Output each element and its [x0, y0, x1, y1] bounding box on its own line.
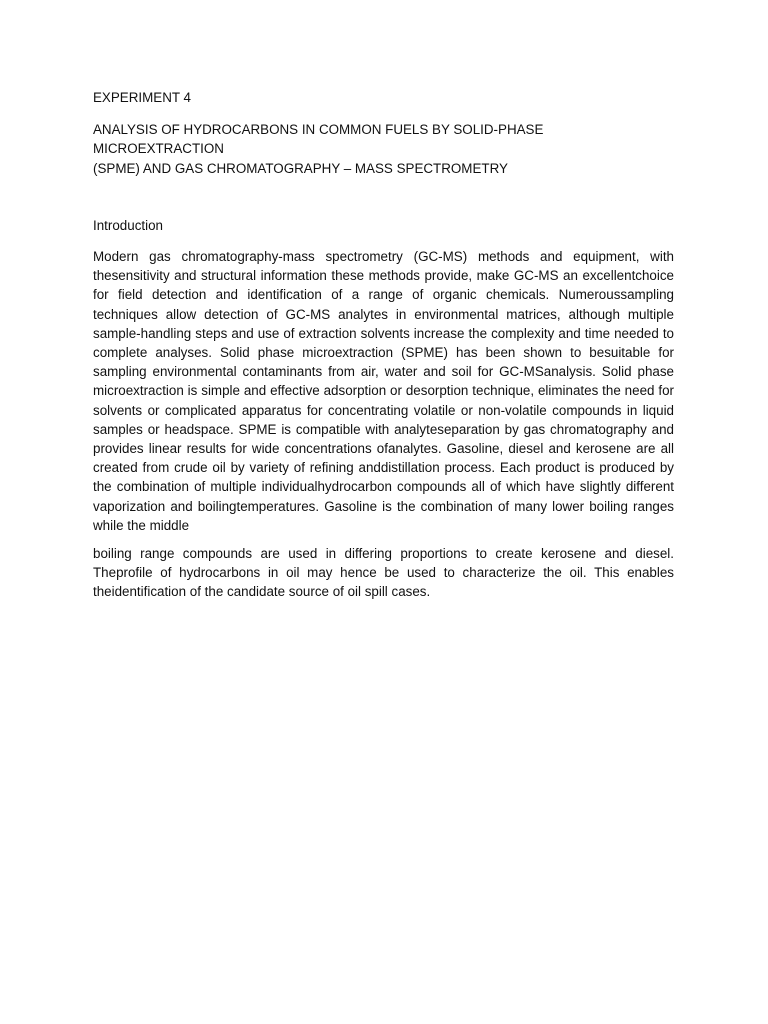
introduction-paragraph-2: boiling range compounds are used in differing proportions to create kerosene and diesel. Theprofile of hydrocarbons in oil may hence be used to characterize the oil. This enables theidentification of the candidate source of oil spill cases.: [93, 546, 674, 600]
introduction-paragraph-1: Modern gas chromatography-mass spectrometry (GC-MS) methods and equipment, with thesensitivity and structural information these methods provide, make GC-MS an excellentchoice for field detection and identification of a range of organic chemicals. Numeroussampling techniques allow detection of GC-MS analytes in environmental matrices, although multiple sample-handling steps and use of extraction solvents increase the complexity and time needed to complete analyses. Solid phase microextraction (SPME) has been shown to besuitable for sampling environmental contaminants from air, water and soil for GC-MSanalysis. Solid phase microextraction is simple and effective adsorption or desorption technique, eliminates the need for solvents or complicated apparatus for concentrating volatile or non-volatile compounds in liquid samples or headspace. SPME is compatible with analyteseparation by gas chromatography and provides linear results for wide concentrations ofanalytes. Gasoline, diesel and kerosene are all created from crude oil by variety of refining anddistillation process. Each product is produced by the combination of multiple individualhydrocarbon compounds all of which have slightly different vaporization and boilingtemperatures. Gasoline is the combination of many lower boiling ranges while the middle: [93, 249, 674, 533]
document-title: [93, 120, 674, 178]
section-heading-introduction: Introduction: [93, 217, 163, 233]
document-page: [93, 88, 674, 602]
experiment-label: EXPERIMENT 4: [93, 90, 191, 105]
title-line-2: (SPME) AND GAS CHROMATOGRAPHY – MASS SPECTROMETRY: [93, 160, 508, 176]
title-line-1: ANALYSIS OF HYDROCARBONS IN COMMON FUELS BY SOLID-PHASE MICROEXTRACTION: [93, 122, 544, 157]
